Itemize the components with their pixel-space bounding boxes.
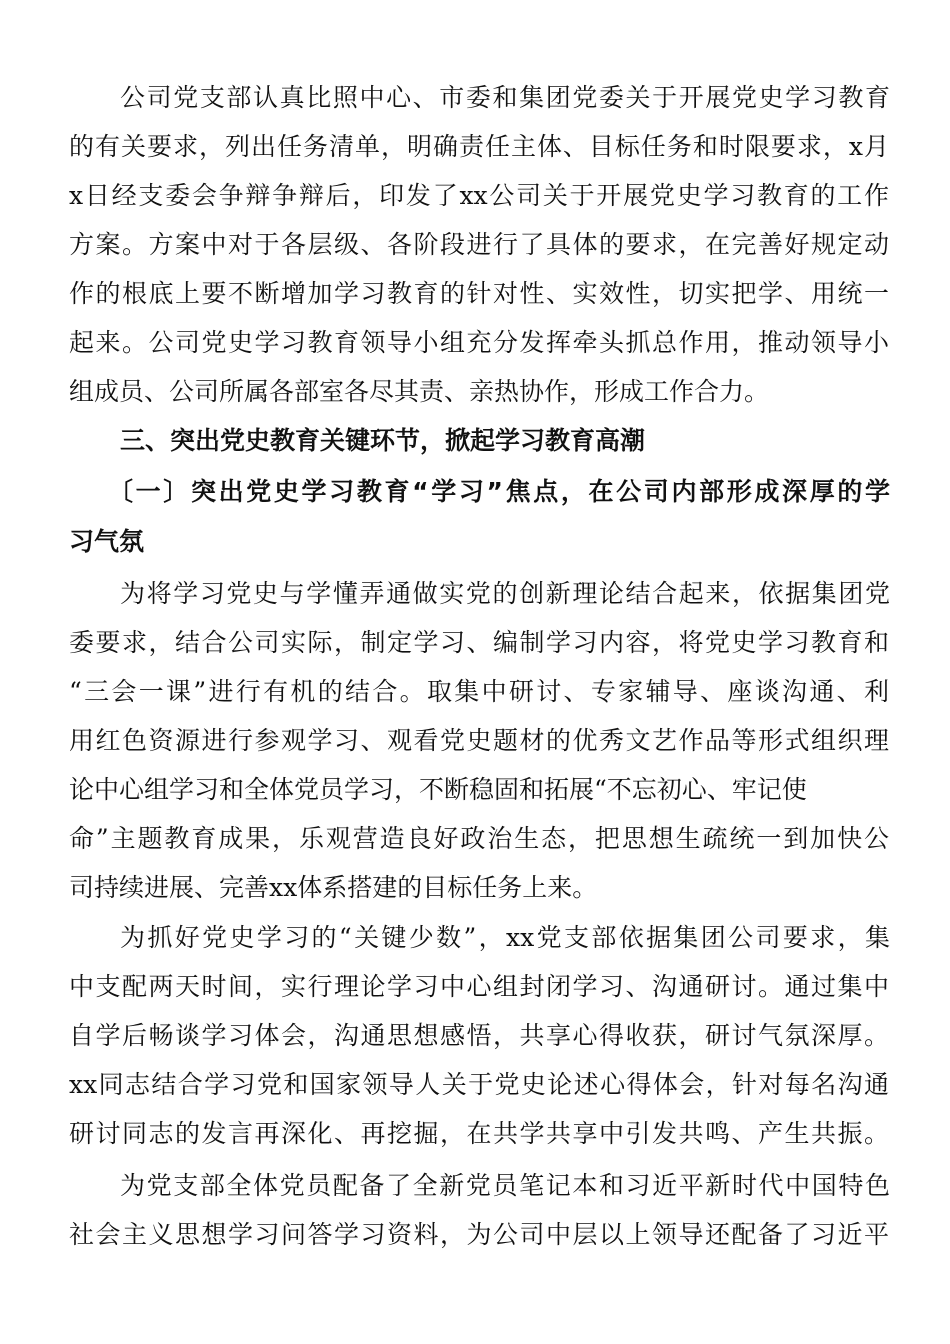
paragraph-line: 为将学习党史与学懂弄通做实党的创新理论结合起来，依据集团党 <box>120 579 890 608</box>
paragraph-line: 组成员、公司所属各部室各尽其责、亲热协作，形成工作合力。 <box>69 377 770 406</box>
paragraph-line: 为党支部全体党员配备了全新党员笔记本和习近平新时代中国特色 <box>120 1171 890 1200</box>
paragraph-line: 命”主题教育成果，乐观营造良好政治生态，把思想生疏统一到加快公 <box>69 824 889 853</box>
paragraph-line: “三会一课”进行有机的结合。取集中研讨、专家辅导、座谈沟通、利 <box>69 677 889 706</box>
paragraph-line: 社会主义思想学习问答学习资料，为公司中层以上领导还配备了习近平 <box>69 1220 889 1249</box>
paragraph-line: x日经支委会争辩争辩后，印发了xx公司关于开展党史学习教育的工作 <box>69 181 889 210</box>
subsection-heading: 〔一〕突出党史学习教育“学习”焦点，在公司内部形成深厚的学 <box>108 477 890 506</box>
paragraph-line: 方案。方案中对于各层级、各阶段进行了具体的要求，在完善好规定动 <box>69 230 889 259</box>
paragraph-line: 为抓好党史学习的“关键少数”，xx党支部依据集团公司要求，集 <box>120 923 890 952</box>
paragraph-line: 公司党支部认真比照中心、市委和集团党委关于开展党史学习教育 <box>120 83 890 112</box>
paragraph-line: 委要求，结合公司实际，制定学习、编制学习内容，将党史学习教育和 <box>69 628 889 657</box>
paragraph-line: 用红色资源进行参观学习、观看党史题材的优秀文艺作品等形式组织理 <box>69 726 889 755</box>
subsection-heading: 习气氛 <box>69 527 145 556</box>
paragraph-line: 中支配两天时间，实行理论学习中心组封闭学习、沟通研讨。通过集中 <box>69 972 889 1001</box>
paragraph-line: 研讨同志的发言再深化、再挖掘，在共学共享中引发共鸣、产生共振。 <box>69 1119 889 1148</box>
paragraph-line: xx同志结合学习党和国家领导人关于党史论述心得体会，针对每名沟通 <box>69 1070 889 1099</box>
paragraph-line: 司持续进展、完善xx体系搭建的目标任务上来。 <box>69 873 598 902</box>
paragraph-line: 自学后畅谈学习体会，沟通思想感悟，共享心得收获，研讨气氛深厚。 <box>69 1021 889 1050</box>
paragraph-line: 作的根底上要不断增加学习教育的针对性、实效性，切实把学、用统一 <box>69 279 889 308</box>
paragraph-line: 的有关要求，列出任务清单，明确责任主体、目标任务和时限要求，x月 <box>69 132 889 161</box>
paragraph-line: 起来。公司党史学习教育领导小组充分发挥牵头抓总作用，推动领导小 <box>69 328 889 357</box>
paragraph-line: 论中心组学习和全体党员学习，不断稳固和拓展“不忘初心、牢记使 <box>69 775 807 804</box>
section-heading: 三、突出党史教育关键环节，掀起学习教育高潮 <box>120 426 646 455</box>
